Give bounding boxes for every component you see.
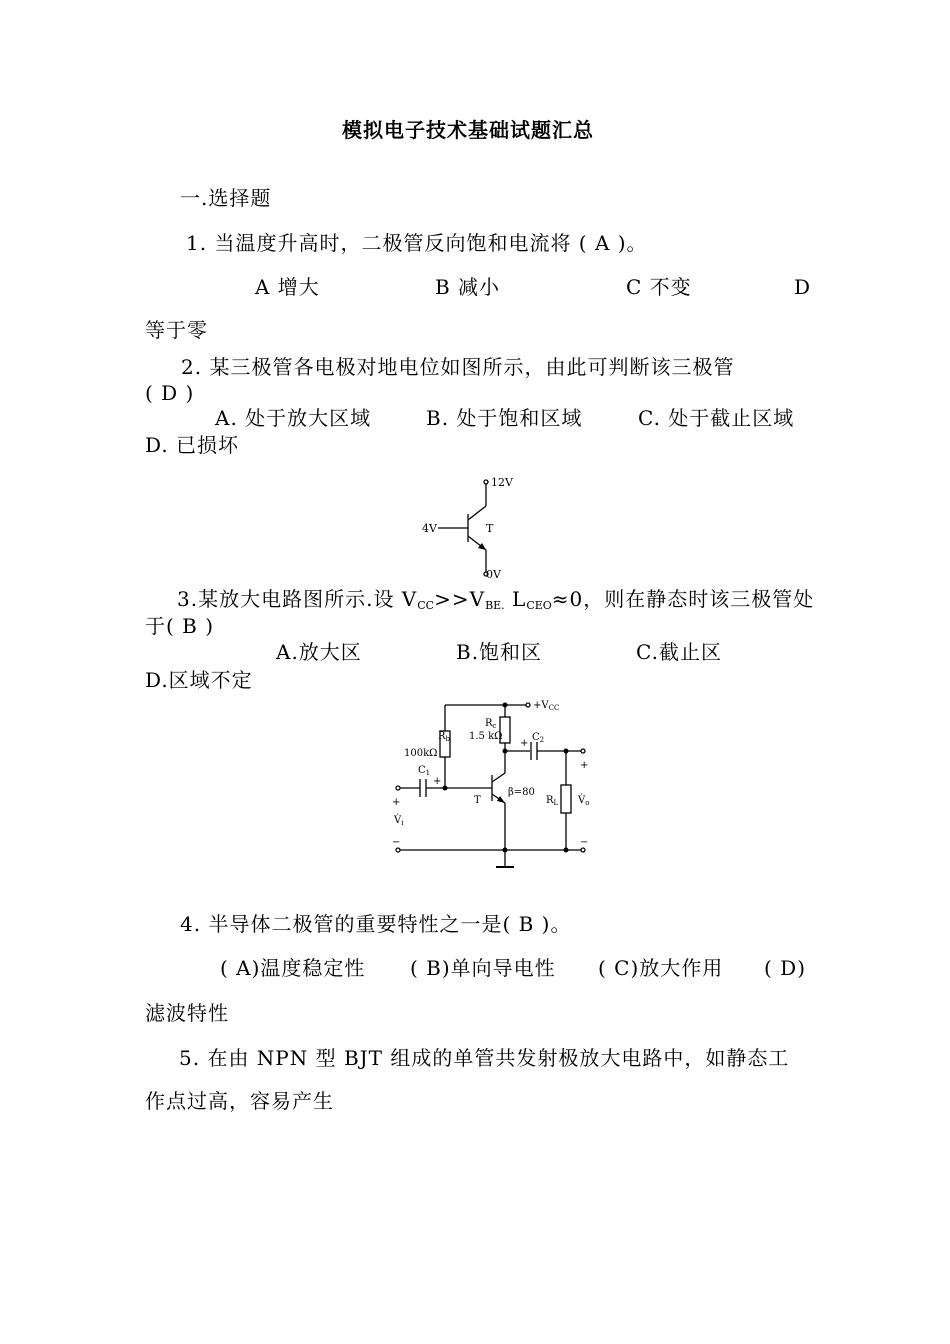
question-3-option-b: B.饱和区 [456,640,543,664]
question-2-option-c: C. 处于截止区域 [638,406,795,430]
question-1-option-d: D [794,275,812,299]
subscript-cc: CC [417,599,435,612]
section-heading: 一.选择题 [180,186,272,210]
question-1-option-c: C 不变 [626,275,692,299]
input-plus: + [392,797,401,808]
transistor-label: T [486,522,494,535]
question-4-option-d-text: 滤波特性 [145,1001,229,1025]
c1-polarity: + [433,776,442,787]
question-3-stem-mid2: L [504,587,527,611]
question-1-option-b: B 减小 [435,275,501,299]
subscript-be: BE. [485,599,505,612]
question-3-option-d: D.区域不定 [145,668,253,692]
c1-label: $C_1$ [418,765,431,777]
input-voltage-label: $V̇_i$ [394,815,404,827]
question-3-stem-post: ≈0，则在静态时该三极管处 [551,587,815,611]
question-4-option-c: ( C)放大作用 [598,956,724,980]
vcc-label: $+V_{CC}$ [533,700,560,712]
amplifier-circuit-figure [390,695,600,875]
question-4-option-a: ( A)温度稳定性 [220,956,366,980]
question-3-stem-mid: >>V [434,587,486,611]
output-voltage-label: $V̇_o$ [578,795,590,807]
page-title: 模拟电子技术基础试题汇总 [342,118,594,142]
rl-label: $R_L$ [546,795,559,807]
question-2-option-a: A. 处于放大区域 [215,406,372,430]
transistor-label: T [474,795,481,806]
question-1-option-d-text: 等于零 [145,318,208,342]
question-5-stem-wrap: 作点过高，容易产生 [145,1089,334,1113]
emitter-potential-label: 0V [486,568,501,581]
beta-label: β=80 [508,787,535,798]
c2-polarity: + [520,738,529,749]
rb-value: 100kΩ [404,748,438,759]
rb-label: $R_b$ [438,731,451,743]
output-plus: + [580,760,589,771]
question-4-stem: 4. 半导体二极管的重要特性之一是( B )。 [180,912,572,936]
question-3-stem-wrap: 于( B ) [145,614,215,638]
question-2-option-d: D. 已损坏 [145,433,240,457]
question-4-option-b: ( B)单向导电性 [410,956,556,980]
c2-label: $C_2$ [532,732,545,744]
output-minus: − [580,837,589,848]
question-3-stem [177,587,814,618]
question-3-option-c: C.截止区 [636,640,722,664]
question-1-option-a: A 增大 [255,275,320,299]
question-2-answer: ( D ) [145,381,195,405]
question-2-option-b: B. 处于饱和区域 [426,406,583,430]
rc-value: 1.5 kΩ [469,731,503,742]
transistor-potential-figure [410,470,530,585]
question-1-stem: 1. 当温度升高时，二极管反向饱和电流将 ( A )。 [186,231,648,255]
question-5-stem: 5. 在由 NPN 型 BJT 组成的单管共发射极放大电路中，如静态工 [179,1046,790,1070]
input-minus: − [392,837,401,848]
question-2-stem: 2. 某三极管各电极对地电位如图所示，由此可判断该三极管 [181,355,735,379]
base-potential-label: 4V [422,522,437,535]
question-3-stem-pre: 3.某放大电路图所示.设 V [177,587,418,611]
rc-label: $R_c$ [485,718,497,730]
question-3-option-a: A.放大区 [276,640,362,664]
subscript-ceo: CEO [526,599,552,612]
question-4-option-d: ( D) [764,956,806,980]
collector-potential-label: 12V [491,476,513,489]
